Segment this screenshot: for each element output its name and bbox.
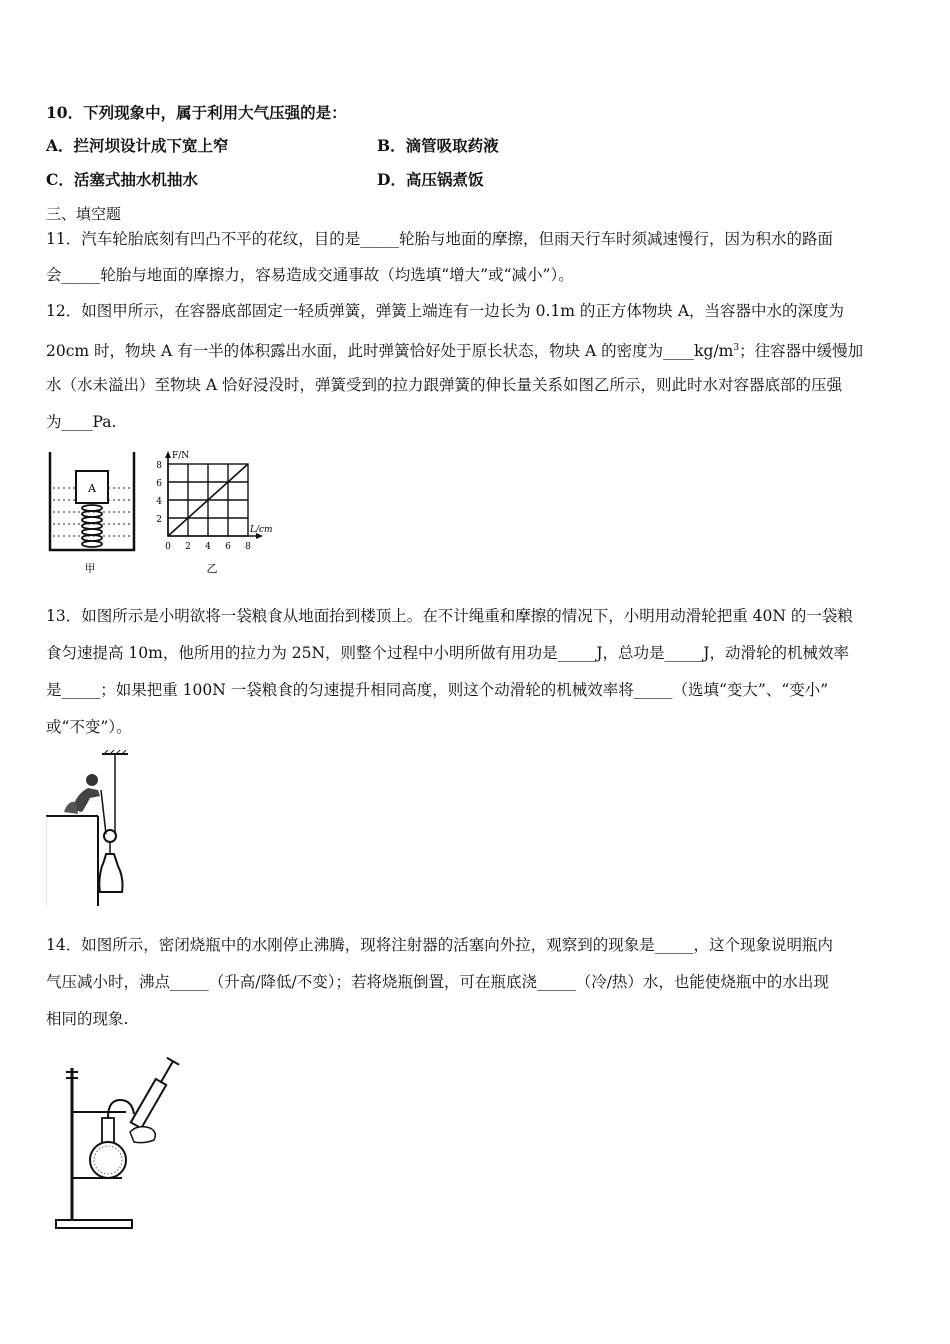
- q11-line-1: 11．汽车轮胎底刻有凹凸不平的花纹，目的是_____轮胎与地面的摩擦，但雨天行车时须减速慢行，因为积水的路面: [46, 230, 833, 248]
- q10-option-d: D．高压锅煮饭: [377, 170, 484, 189]
- q12-line-4: 为____Pa.: [46, 413, 117, 431]
- q12-line-2-sup: 3: [733, 343, 740, 353]
- figure-jia-caption: 甲: [84, 562, 96, 575]
- q10-option-c: C．活塞式抽水机抽水: [46, 170, 198, 189]
- figure-yi-ytick-8: 8: [156, 461, 162, 471]
- q13-line-2: 食匀速提高 10m，他所用的拉力为 25N，则整个过程中小明所做有用功是_____J，总功是_____J，动滑轮的机械效率: [46, 644, 849, 662]
- figure-yi-xtick-8: 8: [245, 542, 251, 552]
- q13-line-3: 是_____；如果把重 100N 一袋粮食的匀速提升相同高度，则这个动滑轮的机械效率将_____（选填“变大”、“变小”: [46, 681, 829, 699]
- q13-line-4: 或“不变”）。: [46, 718, 132, 736]
- figure-yi-caption: 乙: [206, 562, 218, 575]
- figure-jia-container: [46, 446, 142, 576]
- figure-yi-ytick-6: 6: [156, 479, 162, 489]
- q14-line-2: 气压减小时，沸点_____（升高/降低/不变）；若将烧瓶倒置，可在瓶底浇_____（冷/热）水，也能使烧瓶中的水出现: [46, 973, 829, 991]
- figure-yi-y-axis-label: F/N: [172, 451, 190, 461]
- q12-line-1: 12．如图甲所示，在容器底部固定一轻质弹簧，弹簧上端连有一边长为 0.1m 的正方体物块 A，当容器中水的深度为: [46, 302, 845, 320]
- section-title: 三、填空题: [46, 205, 122, 223]
- q10-stem: 10．下列现象中，属于利用大气压强的是：: [46, 103, 347, 122]
- q10-option-a: A．拦河坝设计成下宽上窄: [46, 136, 229, 155]
- q10-option-b: B．滴管吸取药液: [377, 136, 499, 155]
- figure-yi-xtick-2: 2: [185, 542, 191, 552]
- figure-yi-ytick-2: 2: [156, 515, 162, 525]
- figure-yi-xtick-4: 4: [205, 542, 211, 552]
- q12-line-3: 水（水未溢出）至物块 A 恰好浸没时，弹簧受到的拉力跟弹簧的伸长量关系如图乙所示，则此时水对容器底部的压强: [46, 376, 843, 394]
- figure-yi-ytick-4: 4: [156, 497, 162, 507]
- figure-pulley-lift: [46, 750, 156, 910]
- q12-line-2-text-b: ；往容器中缓慢加: [739, 342, 864, 361]
- q12-line-2: [46, 338, 863, 361]
- figure-yi-xtick-6: 6: [225, 542, 231, 552]
- figure-flask-syringe: [46, 1048, 186, 1234]
- figure-jia-block-label: A: [88, 482, 96, 495]
- q13-line-1: 13．如图所示是小明欲将一袋粮食从地面抬到楼顶上。在不计绳重和摩擦的情况下，小明用动滑轮把重 40N 的一袋粮: [46, 607, 853, 625]
- q12-line-2-text-a: 20cm 时，物块 A 有一半的体积露出水面，此时弹簧恰好处于原长状态，物块 A 的密度为____kg/m: [46, 342, 734, 361]
- figure-yi-graph: [150, 446, 280, 576]
- figure-yi-x-axis-label: L/cm: [250, 525, 273, 535]
- q11-line-2: 会_____轮胎与地面的摩擦力，容易造成交通事故（均选填“增大”或“减小”）。: [46, 266, 574, 284]
- q14-line-1: 14．如图所示，密闭烧瓶中的水刚停止沸腾，现将注射器的活塞向外拉，观察到的现象是_____，这个现象说明瓶内: [46, 936, 833, 954]
- figure-yi-xtick-0: 0: [165, 542, 171, 552]
- q14-line-3: 相同的现象.: [46, 1010, 129, 1028]
